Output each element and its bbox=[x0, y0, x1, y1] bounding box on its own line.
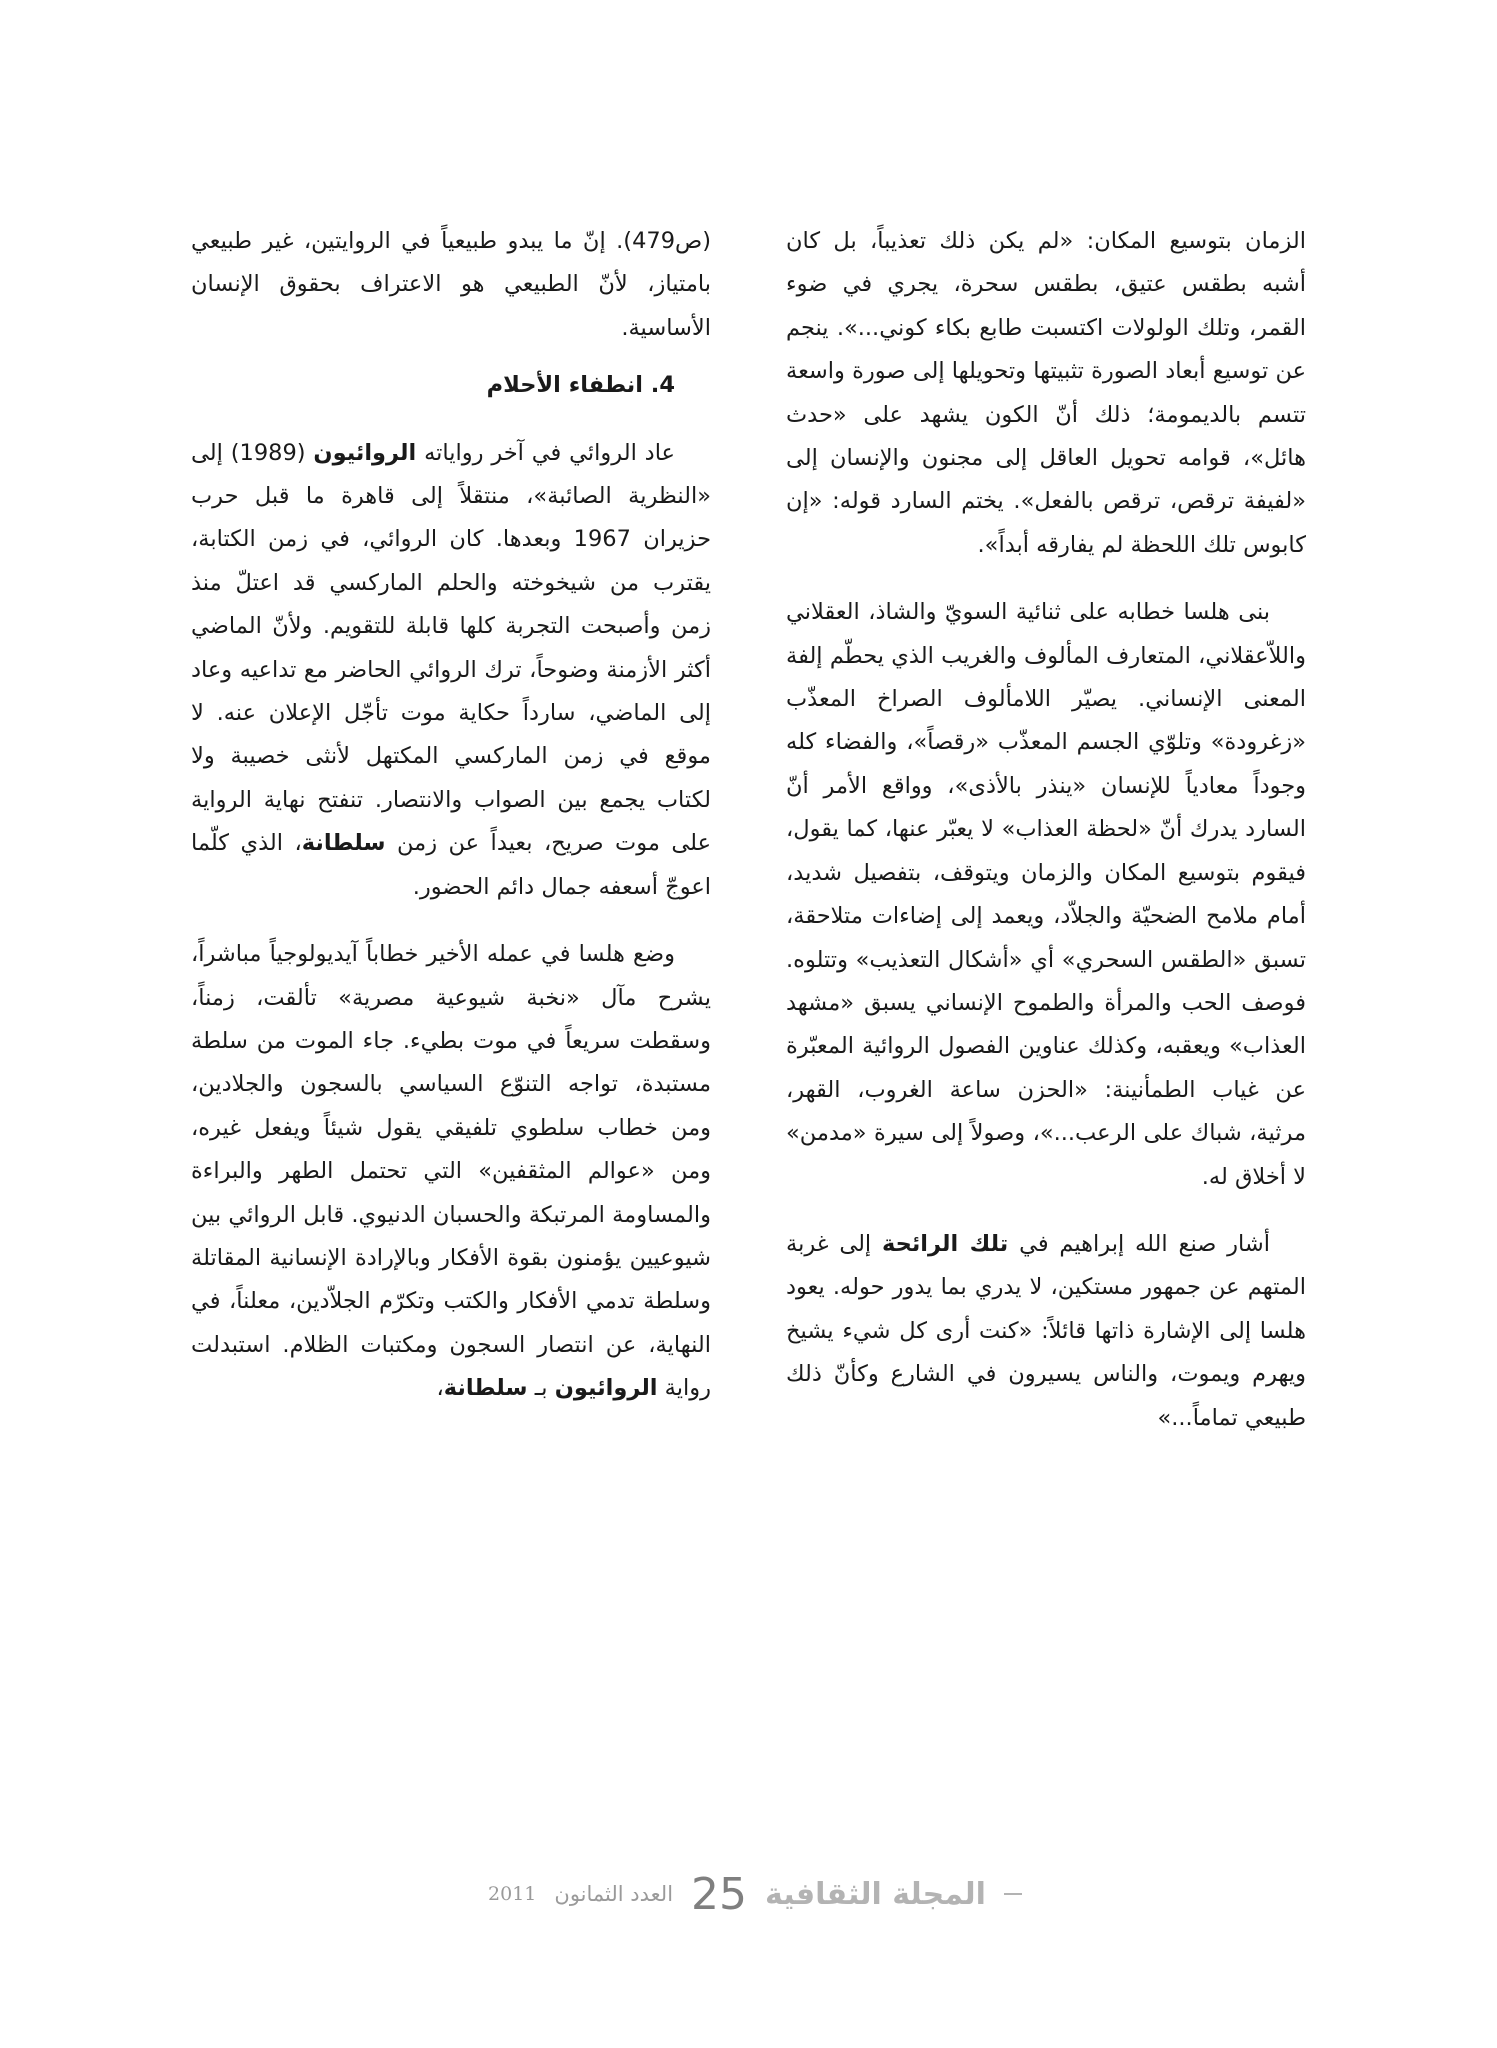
paragraph: بنى هلسا خطابه على ثنائية السويّ والشاذ، العقلاني واللاّعقلاني، المتعارف المألوف والغريب الذي يحطّم إلفة المعنى الإنساني. يصيّر اللامألوف الصراخ المعذّب «زغرودة» وتلوّي الجسم المعذّب «رقصاً»، والفضاء كله وجوداً معادياً للإنسان «ينذر بالأذى»، وواقع الأمر أنّ السارد يدرك أنّ «لحظة العذاب» لا يعبّر عنها، كما يقول، فيقوم بتوسيع المكان والزمان ويتوقف، بتفصيل شديد، أمام ملامح الضحيّة والجلاّد، ويعمد إلى إضاءات متلاحقة، تسبق «الطقس السحري» أي «أشكال التعذيب» وتتلوه. فوصف الحب والمرأة والطموح الإنساني يسبق «مشهد العذاب» ويعقبه، وكذلك عناوين الفصول الروائية المعبّرة عن غياب الطمأنينة: «الحزن ساعة الغروب، القهر، مرثية، شباك على الرعب...»، وصولاً إلى سيرة «مدمن» لا أخلاق له. bbox=[786, 599, 1306, 1190]
page-footer bbox=[430, 1864, 1080, 1924]
text-column-left bbox=[191, 220, 711, 1411]
paragraph: الزمان بتوسيع المكان: «لم يكن ذلك تعذيباً، بل كان أشبه بطقس عتيق، بطقس سحرة، يجري في ضوء القمر، وتلك الولولات اكتسبت طابع بكاء كوني...». ينجم عن توسيع أبعاد الصورة تثبيتها وتحويلها إلى صورة واسعة تتسم بالديمومة؛ ذلك أنّ الكون يشهد على «حدث هائل»، قوامه تحويل العاقل إلى مجنون والإنسان إلى «لفيفة ترقص، ترقص بالفعل». يختم السارد قوله: «إن كابوس تلك اللحظة لم يفارقه أبداً». bbox=[786, 228, 1306, 558]
paragraph: وضع هلسا في عمله الأخير خطاباً آيديولوجياً مباشراً، يشرح مآل «نخبة شيوعية مصرية» تألقت، زمناً، وسقطت سريعاً في موت بطيء. جاء الموت من سلطة مستبدة، تواجه التنوّع السياسي بالسجون والجلادين، ومن خطاب سلطوي تلفيقي يقول شيئاً ويفعل غيره، ومن «عوالم المثقفين» التي تحتمل الطهر والبراءة والمساومة المرتبكة والحسبان الدنيوي. قابل الروائي بين شيوعيين يؤمنون بقوة الأفكار وبالإرادة الإنسانية المقاتلة وسلطة تدمي الأفكار والكتب وتكرّم الجلاّدين، معلناً، في النهاية، عن انتصار السجون ومكتبات الظلام. استبدلت رواية الروائيون بـ سلطانة، bbox=[191, 941, 711, 1402]
book-title: الروائيون bbox=[313, 439, 417, 466]
text-column-right bbox=[786, 220, 1306, 1440]
footer-rule bbox=[1004, 1893, 1022, 1895]
book-title: سلطانة bbox=[301, 830, 386, 857]
magazine-name: المجلة الثقافية bbox=[765, 1876, 986, 1912]
footer-year: 2011 bbox=[488, 1883, 537, 1905]
book-title: الروائيون bbox=[554, 1375, 658, 1402]
footer-issue: العدد الثمانون bbox=[554, 1882, 674, 1906]
paragraph: (ص479). إنّ ما يبدو طبيعياً في الروايتين، غير طبيعي بامتياز، لأنّ الطبيعي هو الاعتراف بحقوق الإنسان الأساسية. bbox=[191, 228, 711, 341]
section-heading: 4. انطفاء الأحلام bbox=[486, 372, 675, 399]
book-title: تلك الرائحة bbox=[882, 1230, 1009, 1257]
paragraph: عاد الروائي في آخر رواياته الروائيون (1989) إلى «النظرية الصائبة»، منتقلاً إلى قاهرة ما قبل حرب حزيران 1967 وبعدها. كان الروائي، في زمن الكتابة، يقترب من شيخوخته والحلم الماركسي قد اعتلّ منذ زمن وأصبحت التجربة كلها قابلة للتقويم. ولأنّ الماضي أكثر الأزمنة وضوحاً، ترك الروائي الحاضر مع تداعيه وعاد إلى الماضي، سارداً حكاية موت تأجّل الإعلان عنه. لا موقع في زمن الماركسي المكتهل لأنثى خصيبة ولا لكتاب يجمع بين الصواب والانتصار. تنفتح نهاية الرواية على موت صريح، بعيداً عن زمن سلطانة، الذي كلّما اعوجّ أسعفه جمال دائم الحضور. bbox=[191, 439, 711, 900]
book-title: سلطانة bbox=[443, 1375, 528, 1402]
page-number: 25 bbox=[691, 1868, 748, 1920]
paragraph: أشار صنع الله إبراهيم في تلك الرائحة إلى غربة المتهم عن جمهور مستكين، لا يدري بما يدور حوله. يعود هلسا إلى الإشارة ذاتها قائلاً: «كنت أرى كل شيء يشيخ ويهرم ويموت، والناس يسيرون في الشارع وكأنّ ذلك طبيعي تماماً...» bbox=[786, 1230, 1306, 1431]
